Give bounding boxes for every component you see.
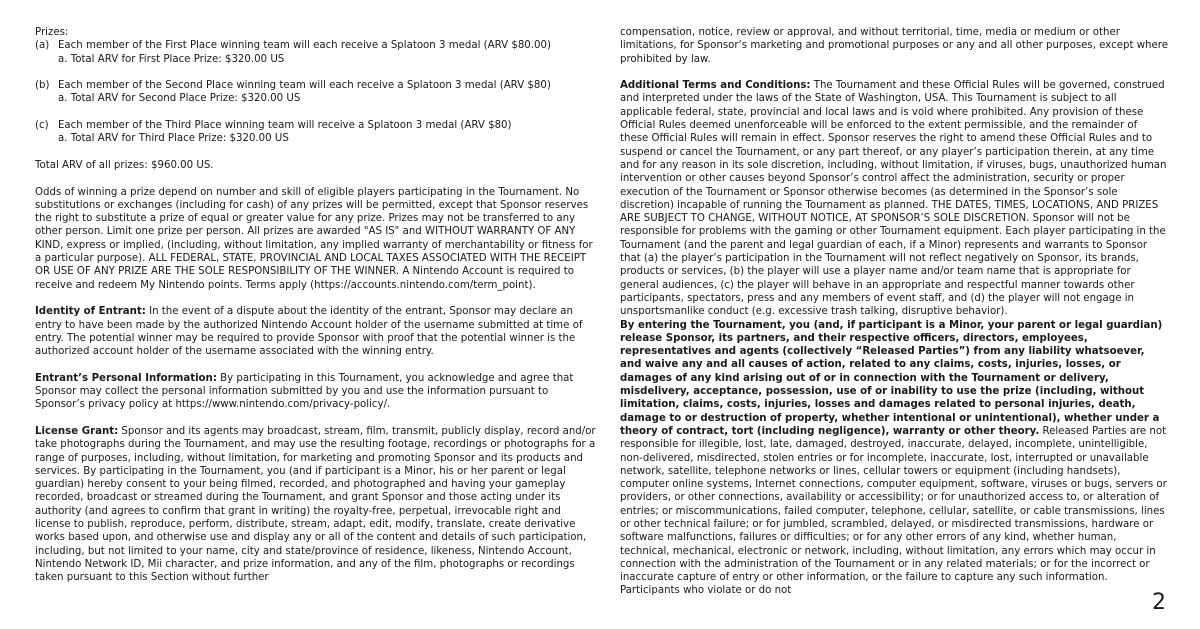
prize-subtotal: a. Total ARV for First Place Prize: $320.00 US <box>58 53 285 65</box>
license-section <box>35 425 597 585</box>
license-text: Sponsor and its agents may broadcast, stream, film, transmit, publicly display, record and/or take photographs during the Tournament, and may use the resulting footage, recordings or photographs for a range of purposes, including, without limitation, for marketing and promoting Sponsor and its products and services. By participating in the Tournament, you (and if participant is a Minor, his or her parent or legal guardian) hereby consent to your being filmed, recorded, and photographed and having your gameplay recorded, broadcast or streamed during the Tournament, and grant Sponsor and those acting under its authority (and agrees to confirm that grant in writing) the royalty-free, perpetual, irrevocable right and license to publish, reproduce, perform, distribute, stream, adapt, edit, modify, translate, create derivative works based upon, and otherwise use and display any or all of the content and details of such participation, including, but not limited to your name, city and state/province of residence, likeness, Nintendo Account, Nintendo Network ID, Mii character, and prize information, and any of the film, photographs or recordings taken pursuant to this Section without further <box>35 425 596 584</box>
release-section <box>620 319 1168 598</box>
release-bold-text: By entering the Tournament, you (and, if participant is a Minor, your parent or legal guardian) release Sponsor, its partners, and their respective officers, directors, employees, representatives and agents (collectively “Released Parties”) from any liability whatsoever, and waive any and all causes of action, related to any claims, costs, injuries, losses, or damages of any kind arising out of or in connection with the Tournament or delivery, misdelivery, acceptance, possession, use of or inability to use the prize (including, without limitation, claims, costs, injuries, losses and damages related to personal injuries, death, damage to or destruction of property, whether intentional or unintentional), whether under a theory of contract, tort (including negligence), warranty or other theory. <box>620 319 1163 437</box>
prize-label: (b) <box>35 80 50 92</box>
personal-info-text: By participating in this Tournament, you acknowledge and agree that Sponsor may collect the personal information submitted by you and use the information pursuant to Sponsor’s privacy policy at https://www.nintendo.com/privacy-policy/. <box>35 372 574 411</box>
page-number: 2 <box>1152 590 1166 615</box>
prize-subtotal: a. Total ARV for Third Place Prize: $320.00 US <box>58 133 289 145</box>
prize-subtotal: a. Total ARV for Second Place Prize: $320.00 US <box>58 93 301 105</box>
prize-item-b <box>35 79 597 106</box>
prize-item-a <box>35 39 597 66</box>
additional-terms-section <box>620 79 1168 318</box>
identity-text: In the event of a dispute about the identity of the entrant, Sponsor may declare an entry to have been made by the authorized Nintendo Account holder of the username submitted at time of entry. The potential winner may be required to provide Sponsor with proof that the potential winner is the authorized account holder of the username associated with the winning entry. <box>35 306 583 358</box>
identity-section <box>35 305 597 358</box>
personal-info-heading: Entrant’s Personal Information: <box>35 372 217 384</box>
prize-label: (c) <box>35 120 49 132</box>
continuation-text: compensation, notice, review or approval, and without territorial, time, media or medium or other limitations, for Sponsor’s marketing and promotional purposes or any and all other purposes, except where prohibited by law. <box>620 27 1168 65</box>
prize-item-c <box>35 119 597 146</box>
prizes-heading: Prizes: <box>35 27 69 38</box>
license-heading: License Grant: <box>35 425 119 437</box>
left-column <box>35 26 597 598</box>
prize-text: Each member of the Second Place winning team will each receive a Splatoon 3 medal (ARV $80) <box>58 80 551 92</box>
personal-info-section <box>35 372 597 412</box>
additional-terms-heading: Additional Terms and Conditions: <box>620 80 811 92</box>
odds-paragraph: Odds of winning a prize depend on number and skill of eligible players participating in the Tournament. No substitutions or exchanges (including for cash) of any prizes will be permitted, except that Sponsor reserves the right to substitute a prize of equal or greater value for any prize. Prizes may not be transferred to any other person. Limit one prize per person. All prizes are awarded "AS IS" and WITHOUT WARRANTY OF ANY KIND, express or implied, (including, without limitation, any implied warranty of merchantability or fitness for a particular purpose). ALL FEDERAL, STATE, PROVINCIAL AND LOCAL TAXES ASSOCIATED WITH THE RECEIPT OR USE OF ANY PRIZE ARE THE SOLE RESPONSIBILITY OF THE WINNER. A Nintendo Account is required to receive and redeem My Nintendo points. Terms apply (https://accounts.nintendo.com/term_point). <box>35 186 593 291</box>
prize-label: (a) <box>35 40 50 52</box>
right-column <box>620 26 1168 611</box>
total-arv: Total ARV of all prizes: $960.00 US. <box>35 159 214 171</box>
prize-text: Each member of the First Place winning team will each receive a Splatoon 3 medal (ARV $80.00) <box>58 40 551 52</box>
additional-terms-text: The Tournament and these Official Rules will be governed, construed and interpreted under the laws of the State of Washington, USA. This Tournament is subject to all applicable federal, state, provincial and local laws and is void where prohibited. Any provision of these Official Rules deemed unenforceable will be enforced to the extent permissible, and the remainder of these Official Rules will remain in effect. Sponsor reserves the right to amend these Official Rules and to suspend or cancel the Tournament, or any part thereof, or any player’s participation therein, at any time and for any reason in its sole discretion, including, without limitation, if viruses, bugs, unauthorized human intervention or other causes beyond Sponsor’s control affect the administration, security or proper execution of the Tournament or Sponsor otherwise becomes (as determined in the Sponsor’s sole discretion) incapable of running the Tournament as planned. THE DATES, TIMES, LOCATIONS, AND PRIZES ARE SUBJECT TO CHANGE, WITHOUT NOTICE, AT SPONSOR’S SOLE DISCRETION. Sponsor will not be responsible for problems with the gaming or other Tournament equipment. Each player participating in the Tournament (and the parent and legal guardian of each, if a Minor) represents and warrants to Sponsor that (a) the player’s participation in the Tournament will not reflect negatively on Sponsor, its brands, products or services, (b) the player will use a player name and/or team name that is appropriate for general audiences, (c) the player will behave in an appropriate and respectful manner towards other participants, spectators, press and any members of event staff, and (d) the player will not engage in unsportsmanlike conduct (e.g. excessive trash talking, disruptive behavior). <box>620 80 1167 318</box>
identity-heading: Identity of Entrant: <box>35 306 146 318</box>
prize-text: Each member of the Third Place winning team will receive a Splatoon 3 medal (ARV $80) <box>58 120 512 132</box>
release-text: Released Parties are not responsible for illegible, lost, late, damaged, destroyed, inaccurate, delayed, incomplete, unintelligible, non-delivered, misdirected, stolen entries or for incomplete, inaccurate, lost, interrupted or unavailable network, satellite, telephone networks or lines, cellular towers or equipment (including handsets), computer online systems, Internet connections, computer equipment, software, viruses or bugs, servers or providers, or other connections, availability or accessibility; or for unauthorized access to, or alteration of entries; or miscommunications, failed computer, telephone, cellular, satellite, or cable transmissions, lines or other technical failure; or for jumbled, scrambled, delayed, or misdirected transmissions, hardware or software malfunctions, failures or difficulties; or for any other errors of any kind, whether human, technical, mechanical, electronic or network, including, without limitation, any errors which may occur in connection with the administration of the Tournament or in any related materials; or for the incorrect or inaccurate capture of entry or other information, or the failure to capture any such information. Participants who violate or do not <box>620 425 1167 597</box>
